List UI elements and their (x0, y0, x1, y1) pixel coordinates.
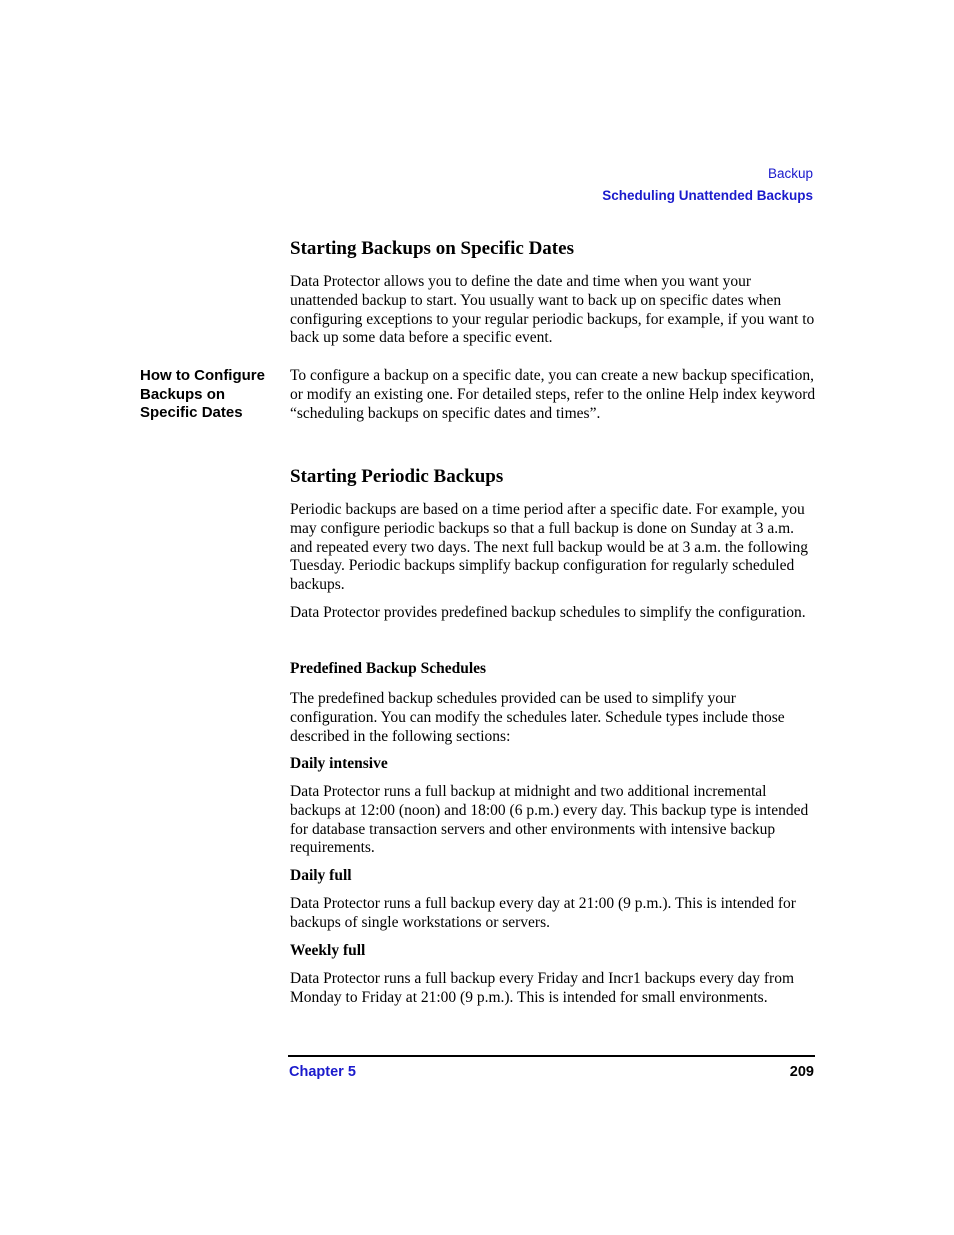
paragraph-daily-intensive: Data Protector runs a full backup at midnight and two additional incremental backups at 12:00 (noon) and 18:00 (6 p.m.) every day. This backup type is intended for database transaction servers and other environments with intensive backup requirements. (290, 783, 809, 857)
heading-daily-full: Daily full (290, 867, 352, 884)
paragraph-predefined-intro: The predefined backup schedules provided can be used to simplify your configuration. You can modify the schedules later. Schedule types include those described in the following sections: (290, 690, 785, 745)
footer-chapter: Chapter 5 (289, 1064, 356, 1080)
running-header-subsection: Scheduling Unattended Backups (602, 188, 813, 203)
heading-periodic-backups: Starting Periodic Backups (290, 466, 504, 487)
side-heading-how-to-configure: How to Configure Backups on Specific Dates (140, 367, 265, 421)
paragraph-specific-dates-intro: Data Protector allows you to define the date and time when you want your unattended backup to start. You usually want to back up on specific dates when configuring exceptions to your regular periodic backups, for example, if you want to back up some data before a specific event. (290, 273, 815, 347)
footer-rule (288, 1055, 815, 1057)
running-header-section: Backup (767, 166, 813, 181)
heading-specific-dates: Starting Backups on Specific Dates (290, 238, 574, 259)
paragraph-daily-full: Data Protector runs a full backup every day at 21:00 (9 p.m.). This is intended for backups of single workstations or servers. (290, 895, 796, 931)
paragraph-periodic-1: Periodic backups are based on a time period after a specific date. For example, you may configure periodic backups so that a full backup is done on Sunday at 3 a.m. and repeated every two days. The next full backup would be at 3 a.m. the following Tuesday. Periodic backups simplify backup configuration for regularly scheduled backups. (290, 501, 808, 594)
paragraph-weekly-full: Data Protector runs a full backup every Friday and Incr1 backups every day from Monday to Friday at 21:00 (9 p.m.). This is intended for small environments. (290, 970, 794, 1006)
paragraph-periodic-2: Data Protector provides predefined backup schedules to simplify the configuration. (290, 604, 806, 621)
heading-weekly-full: Weekly full (290, 942, 366, 959)
heading-daily-intensive: Daily intensive (290, 755, 388, 772)
heading-predefined-schedules: Predefined Backup Schedules (290, 660, 487, 677)
paragraph-how-to-configure: To configure a backup on a specific date, you can create a new backup specification, or modify an existing one. For detailed steps, refer to the online Help index keyword “scheduling backups on specific dates and times”. (290, 367, 816, 422)
footer-page-number: 209 (789, 1064, 814, 1080)
